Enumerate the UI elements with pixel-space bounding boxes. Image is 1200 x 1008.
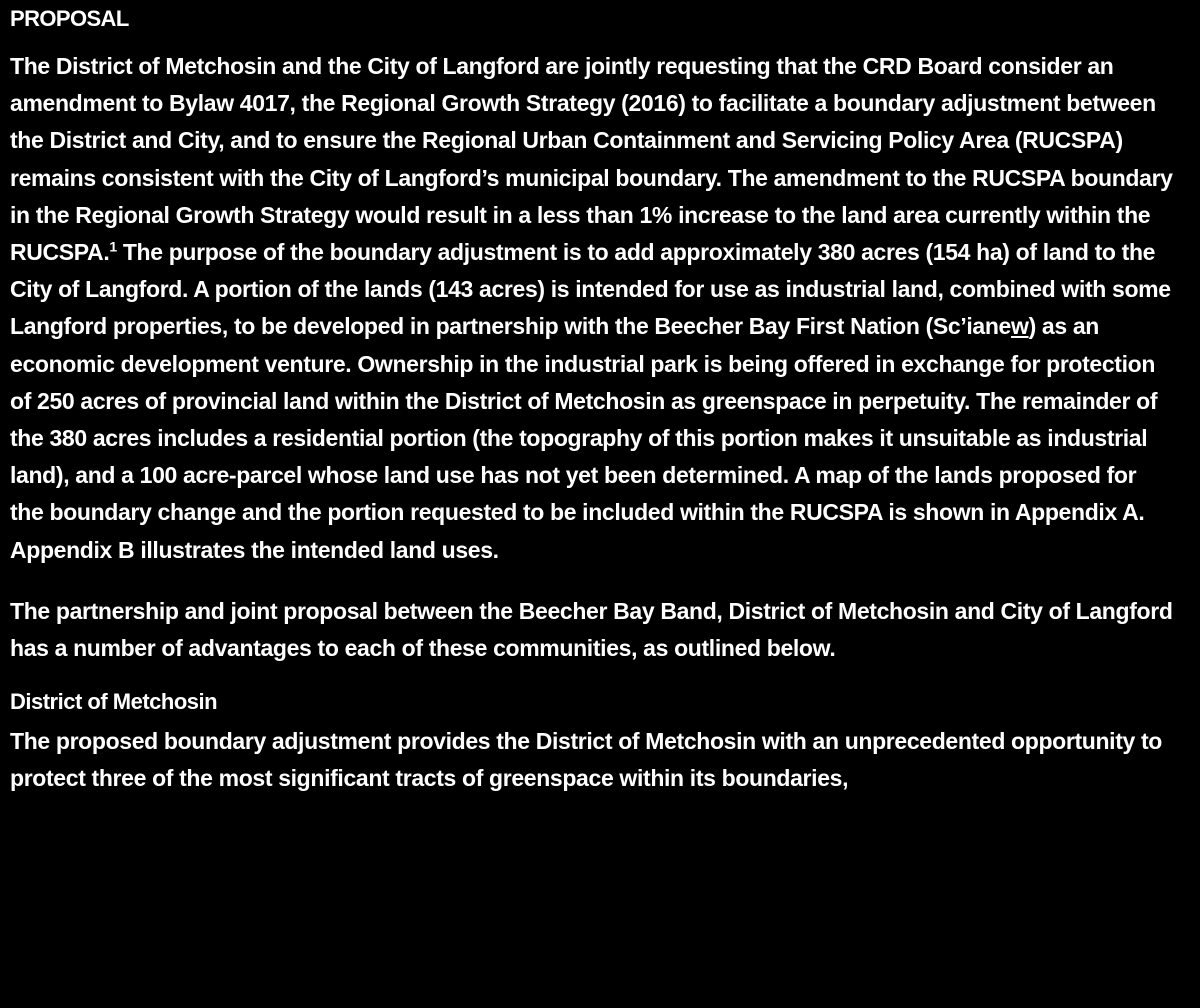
paragraph-text: ) as an economic development venture. Ownership in the industrial park is being offered in exchange for protection of 250 acres of provincial land within the District of Metchosin as greenspace in perpetuity. The remainder of the 380 acres includes a residential portion (the topography of this portion makes it unsuitable as industrial land), and a 100 acre-parcel whose land use has not yet been determined. A map of the lands proposed for the boundary change and the portion requested to be included within the RUCSPA is shown in Appendix A. Appendix B illustrates the intended land uses. [10,313,1158,563]
partnership-paragraph: The partnership and joint proposal between the Beecher Bay Band, District of Metchosin and City of Langford has a number of advantages to each of these communities, as outlined below. [10,597,1173,662]
metchosin-paragraph: The proposed boundary adjustment provides the District of Metchosin with an unprecedented opportunity to protect three of the most significant tracts of greenspace within its boundaries, [10,728,1162,792]
footnote-reference[interactable]: 1 [109,238,117,255]
subheading-district-of-metchosin: District of Metchosin [10,689,218,715]
section-heading: PROPOSAL [10,6,129,31]
paragraph-text: The District of Metchosin and the City of Langford are jointly requesting that the CRD Board consider an amendment to Bylaw 4017, the Regional Growth Strategy (2016) to facilitate a boundary adjustment between the District and City, and to ensure the Regional Urban Containment and Servicing Policy Area (RUCSPA) remains consistent with the City of Langford’s municipal boundary. The amendment to the RUCSPA boundary in the Regional Growth Strategy would result in a less than 1% increase to the land area currently within the RUCSPA. [10,53,1173,266]
proposal-paragraph [10,48,1174,569]
underlined-letter: w [1011,313,1029,340]
paragraph-text: The purpose of the boundary adjustment is to add approximately 380 acres (154 ha) of land to the City of Langford. A portion of the lands (143 acres) is intended for use as industrial land, combined with some Langford properties, to be developed in partnership with the Beecher Bay First Nation (Sc’iane [10,239,1171,340]
